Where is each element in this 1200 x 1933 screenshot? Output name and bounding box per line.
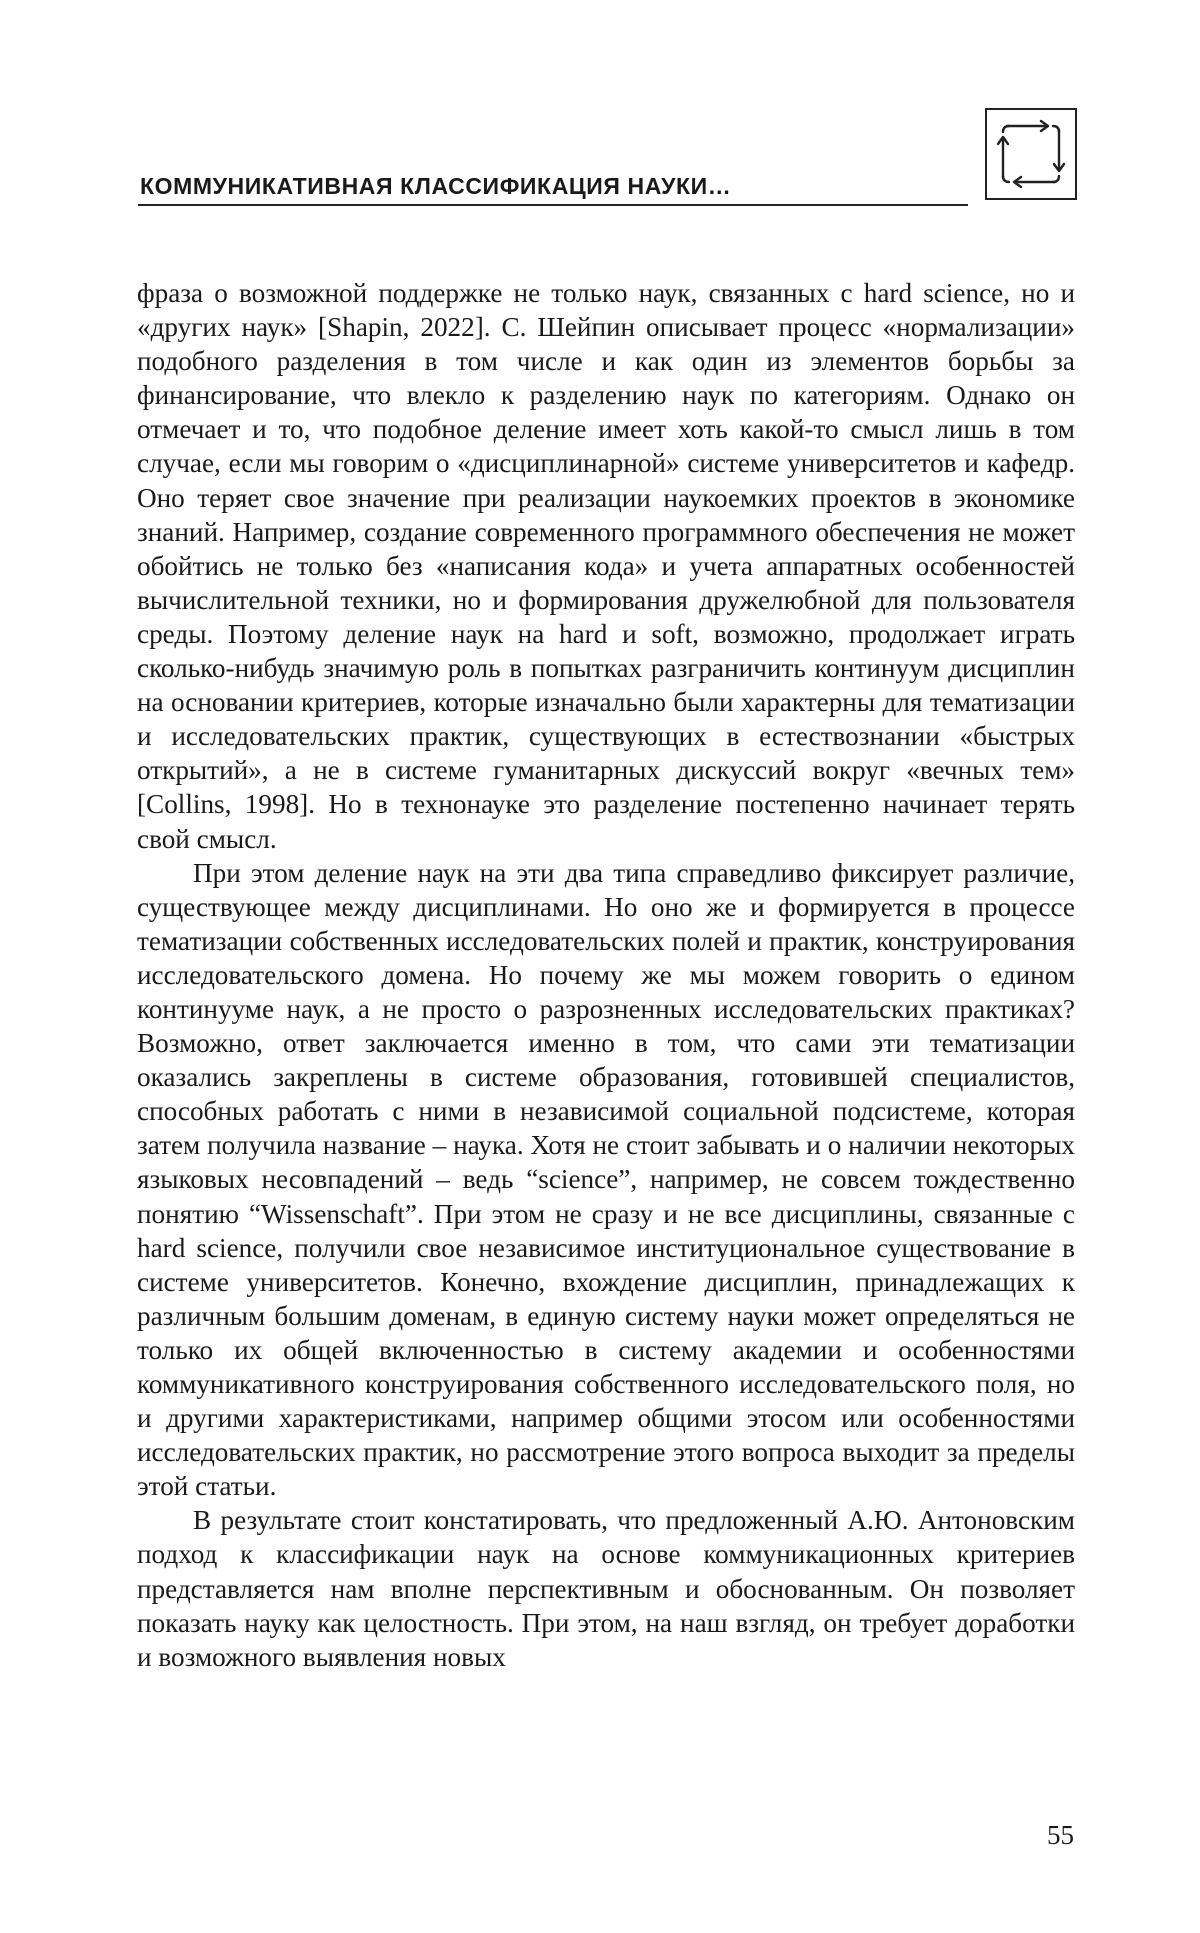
- cycle-arrows-icon: [985, 108, 1077, 200]
- paragraph: В результате стоит констатировать, что предложенный А.Ю. Антоновским подход к классификации наук на основе коммуникационных критериев представляется нам вполне перспективным и обоснованным. Он позволяет показать науку как целостность. При этом, на наш взгляд, он требует доработки и возможного выявления новых: [137, 1505, 1075, 1672]
- page-number: 55: [1047, 1820, 1074, 1850]
- paragraph: При этом деление наук на эти два типа справедливо фиксирует различие, существующее между дисциплинами. Но оно же и формируется в процессе тематизации собственных исследовательских полей и практик, конструирования исследовательского домена. Но почему же мы можем говорить о едином континууме наук, а не просто о разрозненных исследовательских практиках? Возможно, ответ заключается именно в том, что сами эти тематизации оказались закреплены в системе образования, готовившей специалистов, способных работать с ними в независимой социальной подсистеме, которая затем получила название – наука. Хотя не стоит забывать и о наличии некоторых языковых несовпадений – ведь “science”, например, не совсем тождественно понятию “Wissenschaft”. При этом не сразу и не все дисциплины, связанные с hard science, получили свое независимое институциональное существование в системе университетов. Конечно, вхождение дисциплин, принадлежащих к различным большим доменам, в единую систему науки может определяться не только их общей включенностью в систему академии и особенностями коммуникативного конструирования собственного исследовательского поля, но и другими характеристиками, например общими этосом или особенностями исследовательских практик, но рассмотрение этого вопроса выходит за пределы этой статьи.: [137, 857, 1075, 1502]
- paragraph: фраза о возможной поддержке не только наук, связанных с hard science, но и «других наук» [Shapin, 2022]. С. Шейпин описывает процесс «нормализации» подобного разделения в том числе и как один из элементов борьбы за финансирование, что влекло к разделению наук по категориям. Однако он отмечает и то, что подобное деление имеет хоть какой-то смысл лишь в том случае, если мы говорим о «дисциплинарной» системе университетов и кафедр. Оно теряет свое значение при реализации наукоемких проектов в экономике знаний. Например, создание современного программного обеспечения не может обойтись не только без «написания кода» и учета аппаратных особенностей вычислительной техники, но и формирования дружелюбной для пользователя среды. Поэтому деление наук на hard и soft, возможно, продолжает играть сколько-нибудь значимую роль в попытках разграничить континуум дисциплин на основании критериев, которые изначально были характерны для тематизации и исследовательских практик, существующих в естествознании «быстрых открытий», а не в системе гуманитарных дискуссий вокруг «вечных тем» [Collins, 1998]. Но в технонауке это разделение постепенно начинает терять свой смысл.: [137, 278, 1075, 854]
- running-head: [138, 164, 968, 206]
- text-body: [137, 276, 1075, 1674]
- running-title: КОММУНИКАТИВНАЯ КЛАССИФИКАЦИЯ НАУКИ…: [140, 173, 732, 199]
